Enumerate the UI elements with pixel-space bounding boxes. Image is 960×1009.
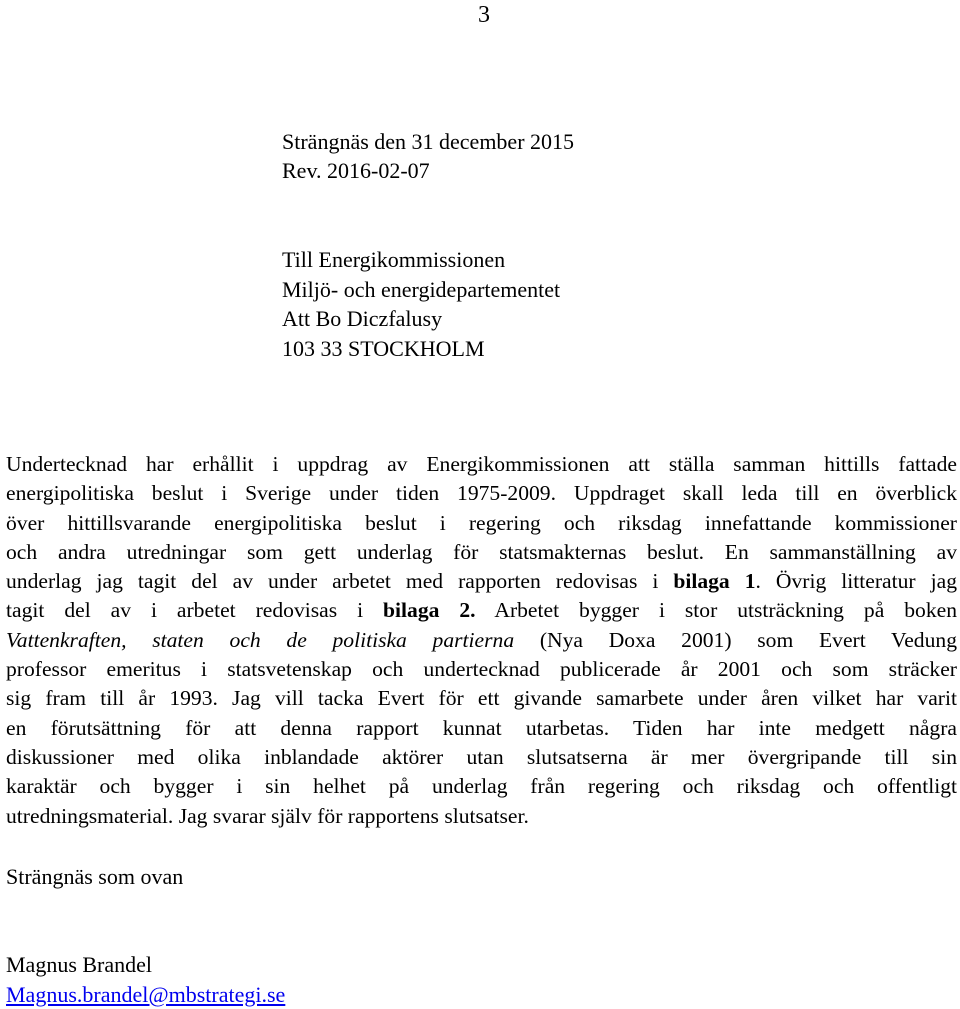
book-title: Vattenkraften, staten och de politiska partierna	[6, 627, 515, 652]
revision-date: Rev. 2016-02-07	[282, 158, 430, 183]
address-line: 103 33 STOCKHOLM	[282, 335, 485, 361]
body-line: karaktär och bygger i sin helhet på underlag från regering och riksdag och offentligt	[6, 774, 957, 799]
body-line: en förutsättning för att denna rapport kunnat utarbetas. Tiden har inte medgett några	[6, 715, 957, 740]
signer-name: Magnus Brandel	[6, 952, 153, 977]
body-line: energipolitiska beslut i Sverige under tiden 1975-2009. Uppdraget skall leda till en överblick	[6, 481, 957, 506]
body-line	[6, 626, 957, 655]
appendix-reference: bilaga 2.	[383, 598, 476, 623]
closing-line: Strängnäs som ovan	[6, 864, 184, 889]
appendix-reference: bilaga 1	[673, 569, 756, 594]
body-line: över hittillsvarande energipolitiska beslut i regering och riksdag innefattande kommissioner	[6, 510, 957, 535]
body-paragraph	[6, 450, 957, 831]
body-line: diskussioner med olika inblandade aktörer utan slutsatserna är mer övergripande till sin	[6, 744, 957, 769]
recipient-address	[282, 245, 560, 363]
body-text-segment: (Nya Doxa 2001) som Evert Vedung	[514, 627, 957, 652]
body-text-segment: underlag jag tagit del av under arbetet med rapporten redovisas i	[6, 569, 674, 594]
address-line: Till Energikommissionen	[282, 247, 506, 272]
place-date: Strängnäs den 31 december 2015	[282, 129, 575, 154]
body-text-segment: Arbetet bygger i stor utsträckning på boken	[475, 598, 957, 623]
dateline	[282, 127, 574, 185]
page-number: 3	[478, 2, 490, 28]
body-line	[6, 567, 957, 596]
body-text-segment: tagit del av i arbetet redovisas i	[6, 598, 384, 623]
body-line: och andra utredningar som gett underlag för statsmakternas beslut. En sammanställning av	[6, 539, 957, 564]
address-line: Miljö- och energidepartementet	[282, 276, 561, 302]
body-line: utredningsmaterial. Jag svarar själv för rapportens slutsatser.	[6, 803, 529, 828]
body-line: Undertecknad har erhållit i uppdrag av Energikommissionen att ställa samman hittills fattade	[6, 452, 957, 476]
body-text-segment: . Övrig litteratur jag	[755, 569, 957, 594]
signature-block	[6, 950, 285, 1009]
body-line: sig fram till år 1993. Jag vill tacka Evert för ett givande samarbete under åren vilket har varit	[6, 686, 957, 711]
address-line: Att Bo Diczfalusy	[282, 306, 443, 331]
email-link[interactable]: Magnus.brandel@mbstrategi.se	[6, 981, 286, 1007]
body-line	[6, 596, 957, 625]
body-line: professor emeritus i statsvetenskap och undertecknad publicerade år 2001 och som sträcker	[6, 657, 957, 682]
